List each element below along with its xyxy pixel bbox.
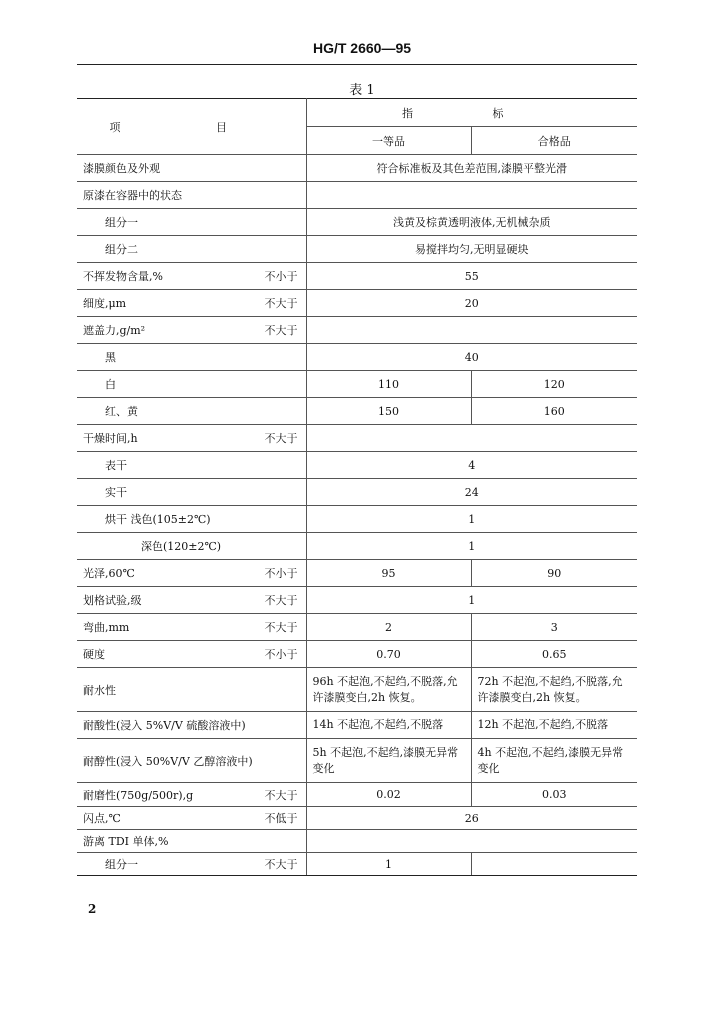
requirement-label: 不大于 (264, 594, 298, 607)
requirement-label: 不大于 (264, 621, 298, 634)
row-value-grade1: 1 (306, 853, 471, 876)
row-label: 弯曲,mm 不大于 (77, 614, 306, 641)
row-value: 浅黄及棕黄透明液体,无机械杂质 (306, 209, 637, 236)
row-label: 耐磨性(750g/500r),g 不大于 (77, 783, 306, 807)
row-label: 烘干 浅色(105±2℃) (77, 506, 306, 533)
table-row (77, 371, 637, 398)
row-label: 细度,μm 不大于 (77, 290, 306, 317)
row-label: 硬度 不小于 (77, 641, 306, 668)
table-row (77, 739, 637, 783)
requirement-label: 不小于 (264, 270, 298, 283)
table-row (77, 533, 637, 560)
table-row (77, 209, 637, 236)
row-label: 闪点,℃ 不低于 (77, 807, 306, 830)
row-value-qualified: 120 (471, 371, 637, 398)
col-header-indicator: 指 标 (306, 99, 637, 127)
row-label: 红、黄 (77, 398, 306, 425)
row-value-grade1: 0.02 (306, 783, 471, 807)
row-value: 易搅拌均匀,无明显硬块 (306, 236, 637, 263)
table-title: 表 1 (349, 83, 375, 98)
row-label: 组分一 (77, 209, 306, 236)
row-label: 原漆在容器中的状态 (77, 182, 306, 209)
col-header-qualified: 合格品 (471, 127, 637, 155)
page-number: 2 (88, 902, 97, 916)
row-label: 实干 (77, 479, 306, 506)
row-value-qualified: 72h 不起泡,不起绉,不脱落,允许漆膜变白,2h 恢复。 (471, 668, 637, 712)
row-value: 符合标准板及其色差范围,漆膜平整光滑 (306, 155, 637, 182)
col-header-grade1: 一等品 (306, 127, 471, 155)
row-label: 耐酸性(浸入 5%V/V 硫酸溶液中) (77, 712, 306, 739)
row-value-grade1: 2 (306, 614, 471, 641)
row-label: 组分一 不大于 (77, 853, 306, 876)
row-value-grade1: 0.70 (306, 641, 471, 668)
row-value: 1 (306, 533, 637, 560)
table-row (77, 344, 637, 371)
row-label: 深色(120±2℃) (77, 533, 306, 560)
requirement-label: 不大于 (264, 324, 298, 337)
row-label: 组分二 (77, 236, 306, 263)
table-row (77, 290, 637, 317)
table-row (77, 587, 637, 614)
row-label: 光泽,60℃ 不小于 (77, 560, 306, 587)
table-row (77, 641, 637, 668)
standard-code: HG/T 2660—95 (312, 40, 412, 56)
table-row (77, 712, 637, 739)
table-row (77, 452, 637, 479)
table-row (77, 506, 637, 533)
requirement-label: 不低于 (264, 812, 298, 825)
table-row (77, 263, 637, 290)
row-label: 游离 TDI 单体,% (77, 830, 306, 853)
table-row (77, 425, 637, 452)
requirement-label: 不大于 (264, 297, 298, 310)
table-row (77, 236, 637, 263)
row-value-qualified: 160 (471, 398, 637, 425)
row-value (306, 425, 637, 452)
row-value: 1 (306, 587, 637, 614)
table-row (77, 182, 637, 209)
requirement-label: 不大于 (264, 432, 298, 445)
header-rule (77, 64, 637, 65)
row-value (306, 317, 637, 344)
row-value-qualified: 4h 不起泡,不起绉,漆膜无异常变化 (471, 739, 637, 783)
row-value: 24 (306, 479, 637, 506)
requirement-label: 不大于 (264, 858, 298, 871)
row-value: 20 (306, 290, 637, 317)
row-value-grade1: 14h 不起泡,不起绉,不脱落 (306, 712, 471, 739)
table-row (77, 853, 637, 876)
row-value: 4 (306, 452, 637, 479)
row-label: 遮盖力,g/m² 不大于 (77, 317, 306, 344)
table-row (77, 479, 637, 506)
row-value-qualified (471, 853, 637, 876)
requirement-label: 不小于 (264, 567, 298, 580)
row-value-grade1: 96h 不起泡,不起绉,不脱落,允许漆膜变白,2h 恢复。 (306, 668, 471, 712)
row-value-qualified: 0.65 (471, 641, 637, 668)
row-label: 不挥发物含量,% 不小于 (77, 263, 306, 290)
table-row (77, 668, 637, 712)
row-value-grade1: 5h 不起泡,不起绉,漆膜无异常变化 (306, 739, 471, 783)
row-label: 表干 (77, 452, 306, 479)
row-label: 干燥时间,h 不大于 (77, 425, 306, 452)
table-row (77, 560, 637, 587)
row-value-grade1: 110 (306, 371, 471, 398)
row-label: 黑 (77, 344, 306, 371)
table-row (77, 614, 637, 641)
row-value-qualified: 12h 不起泡,不起绉,不脱落 (471, 712, 637, 739)
row-value: 26 (306, 807, 637, 830)
row-value: 1 (306, 506, 637, 533)
col-header-item: 项 目 (77, 99, 306, 155)
spec-table (77, 98, 637, 876)
row-value (306, 830, 637, 853)
row-value-qualified: 0.03 (471, 783, 637, 807)
requirement-label: 不大于 (264, 788, 298, 802)
table-row (77, 783, 637, 807)
table-row (77, 317, 637, 344)
row-value (306, 182, 637, 209)
requirement-label: 不小于 (264, 648, 298, 661)
row-value-qualified: 90 (471, 560, 637, 587)
table-header-row (77, 99, 637, 127)
table-row (77, 398, 637, 425)
row-value-qualified: 3 (471, 614, 637, 641)
row-label: 耐醇性(浸入 50%V/V 乙醇溶液中) (77, 739, 306, 783)
row-label: 耐水性 (77, 668, 306, 712)
row-value: 55 (306, 263, 637, 290)
row-value: 40 (306, 344, 637, 371)
row-value-grade1: 150 (306, 398, 471, 425)
table-row (77, 830, 637, 853)
row-label: 白 (77, 371, 306, 398)
row-label: 划格试验,级 不大于 (77, 587, 306, 614)
row-value-grade1: 95 (306, 560, 471, 587)
row-label: 漆膜颜色及外观 (77, 155, 306, 182)
table-row (77, 155, 637, 182)
table-row (77, 807, 637, 830)
